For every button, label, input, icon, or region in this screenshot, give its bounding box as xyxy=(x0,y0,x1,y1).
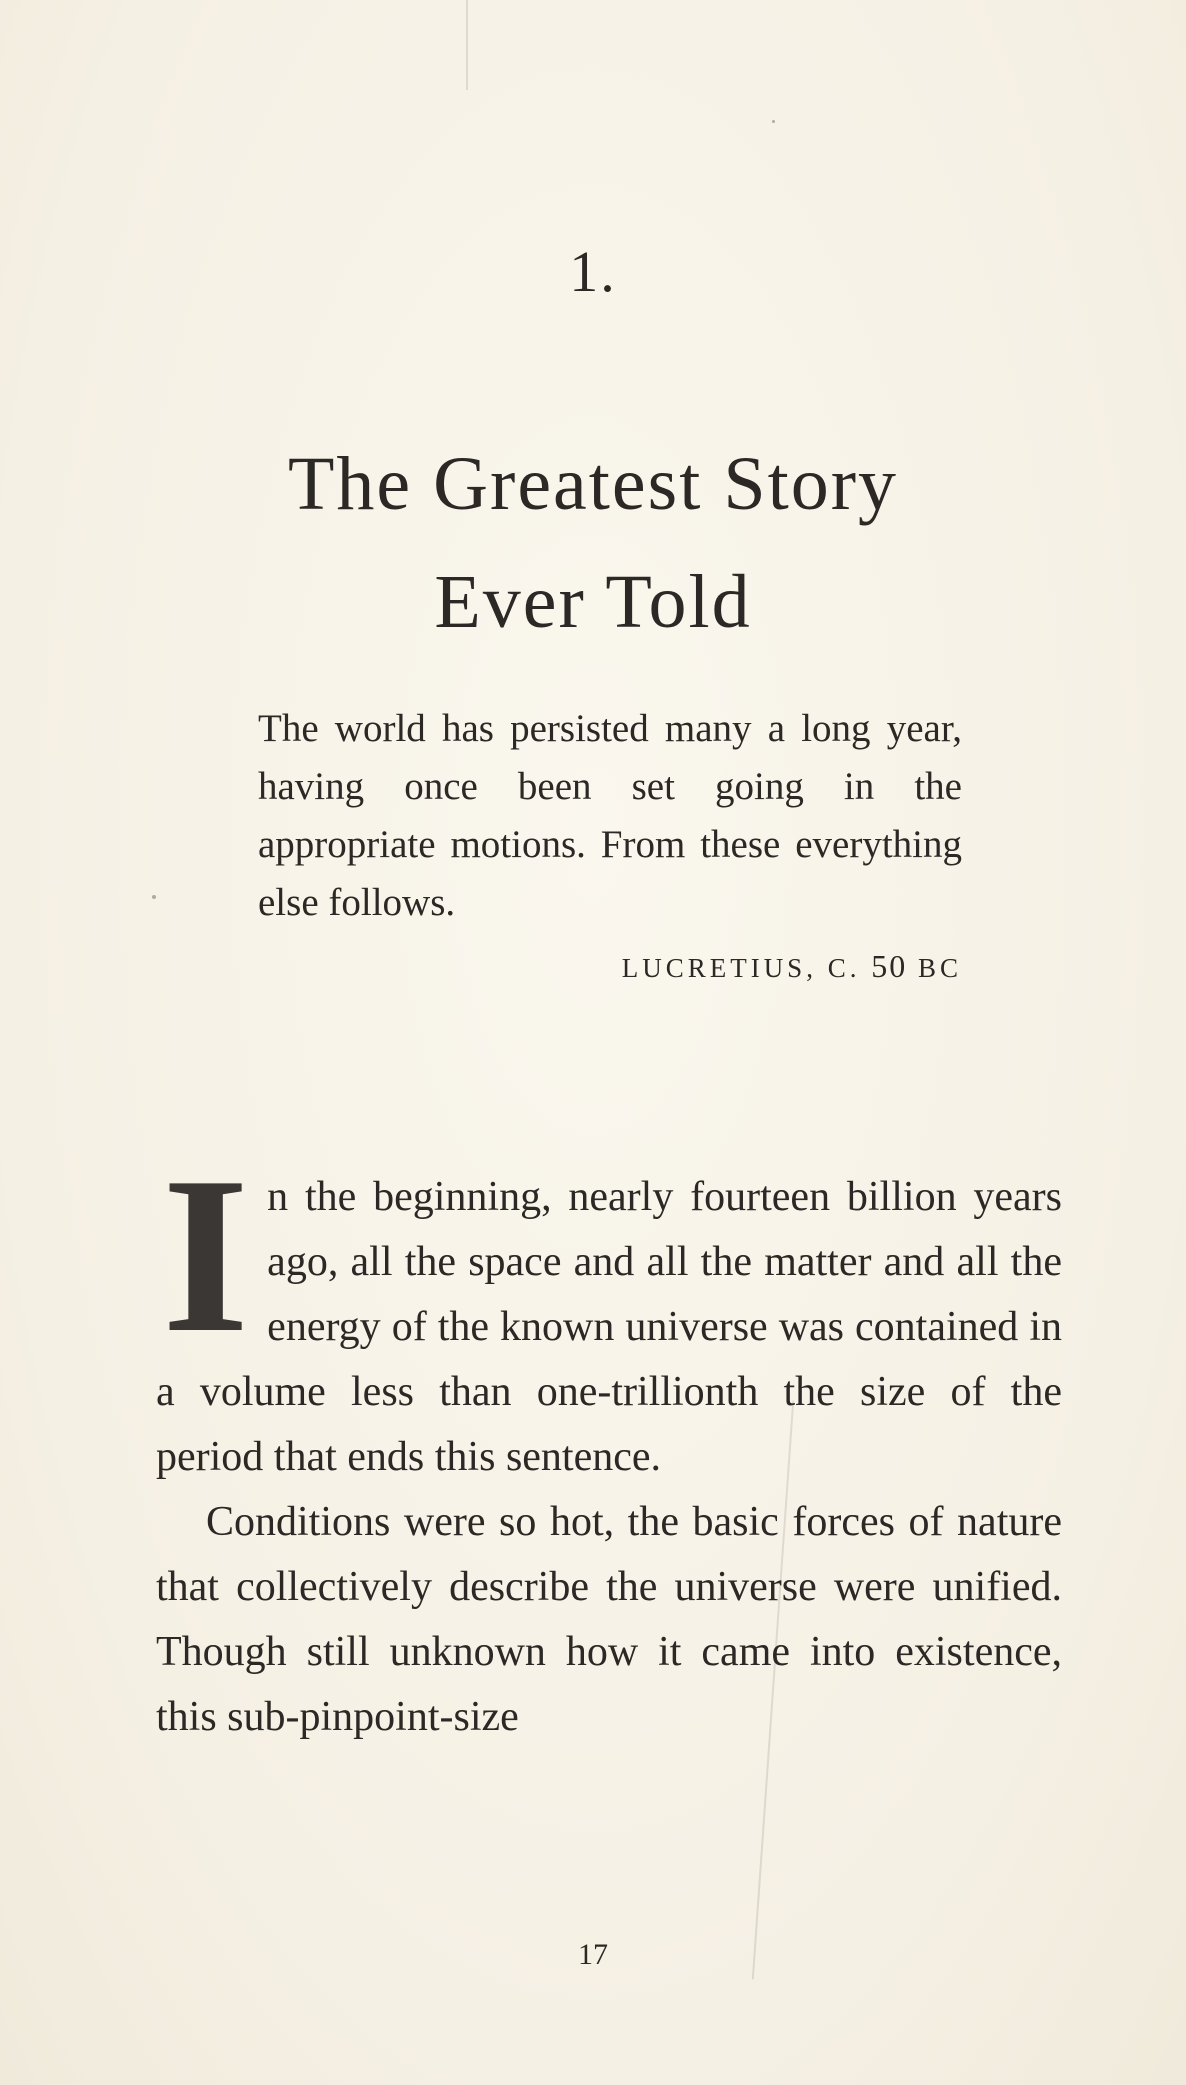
page-number: 17 xyxy=(578,1938,608,1971)
attribution-name: LUCRETIUS, C. xyxy=(621,953,861,983)
chapter-title-line: The Greatest Story xyxy=(287,442,899,526)
chapter-number: 1. xyxy=(569,239,617,304)
drop-cap: I xyxy=(162,1131,250,1379)
paper-speck xyxy=(772,120,775,123)
body-text xyxy=(156,1131,1062,1750)
epigraph-quote: The world has persisted many a long year, having once been set going in the appropriate motions. From these everything else follows. xyxy=(258,707,962,924)
paper-speck xyxy=(152,895,156,899)
chapter-title xyxy=(0,425,1186,661)
paragraph-text: n the beginning, nearly fourteen billion years ago, all the space and all the matter and all the energy of the known universe was contained in a volume less than one-trillionth the size of the period that ends this sentence. xyxy=(156,1174,1062,1480)
epigraph-attribution xyxy=(622,948,962,985)
attribution-era: BC xyxy=(917,953,962,983)
paragraph: Conditions were so hot, the basic forces of nature that collectively describe the universe were unified. Though still unknown how it came into existence, this sub-pinpoint-size xyxy=(156,1499,1062,1740)
chapter-title-line: Ever Told xyxy=(434,560,752,644)
paper-crease xyxy=(466,0,468,90)
paragraph xyxy=(156,1131,1062,1490)
attribution-year: 50 xyxy=(871,948,908,984)
